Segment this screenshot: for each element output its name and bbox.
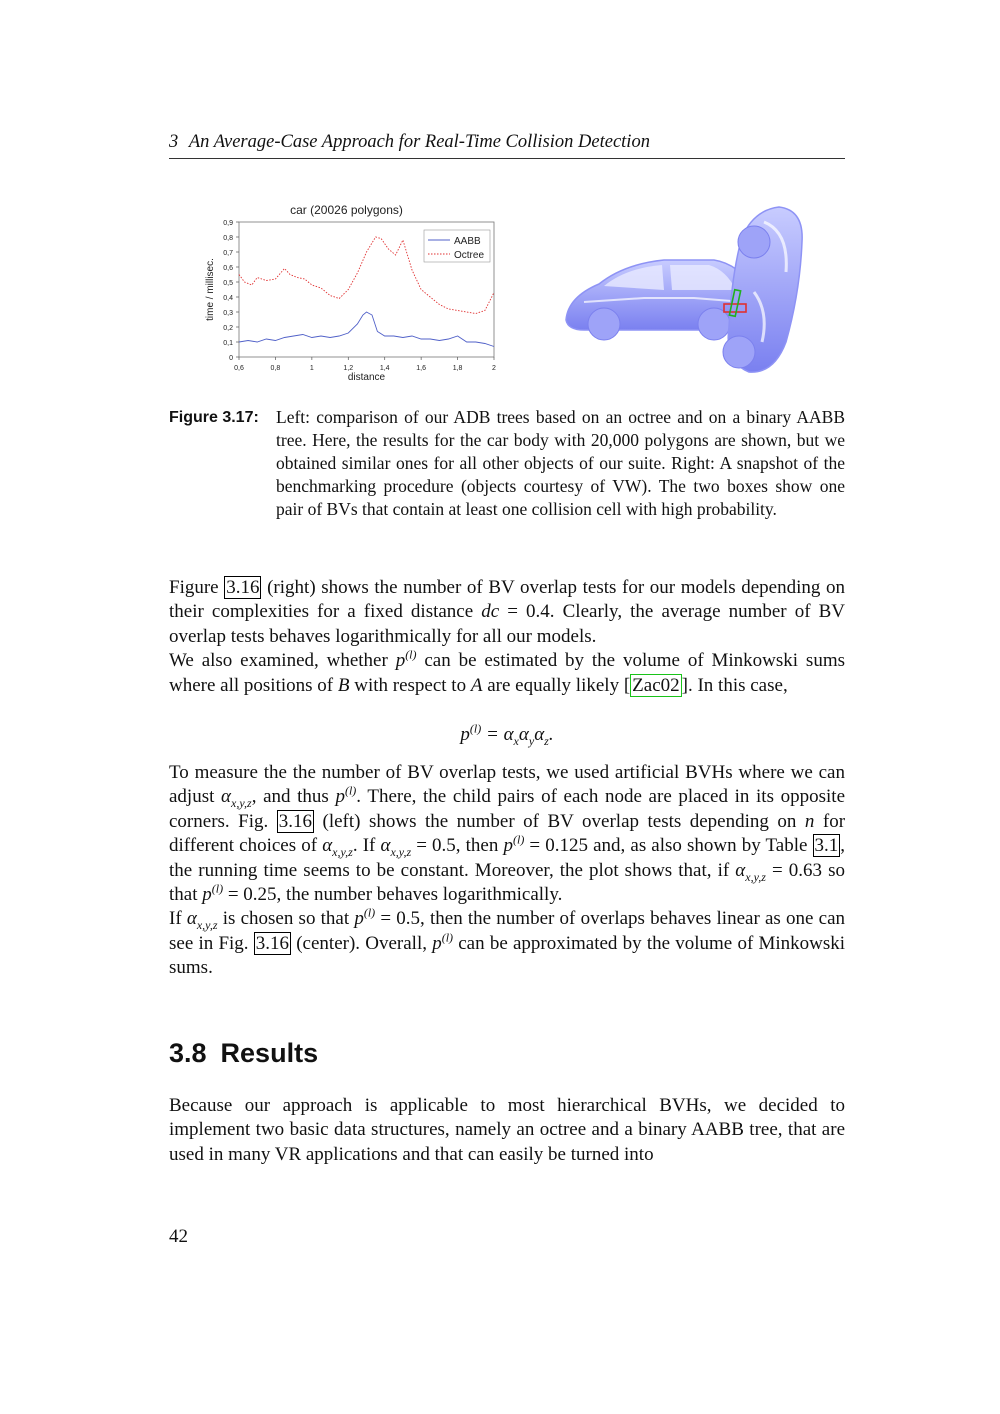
car-collision-illustration: [564, 202, 814, 387]
y-tick-label: 0: [229, 355, 233, 362]
section-title: Results: [220, 1038, 319, 1068]
figure-caption: [169, 406, 845, 521]
p-l-symbol: $p^{(l)}$: [395, 647, 417, 672]
caption-label: Figure 3.17:: [169, 409, 259, 426]
section-heading: [169, 1038, 318, 1069]
chapter-title: An Average-Case Approach for Real-Time Collision Detection: [188, 132, 650, 152]
y-tick-label: 0,5: [223, 280, 233, 287]
chapter-number: 3: [169, 132, 179, 152]
section-number: 3.8: [169, 1038, 207, 1068]
x-tick-label: 2: [492, 365, 496, 372]
y-tick-label: 0,7: [223, 250, 233, 257]
x-axis-label: distance: [347, 372, 386, 383]
x-tick-label: 1: [309, 365, 314, 372]
x-tick-label: 1,6: [416, 365, 427, 372]
x-tick-label: 1,2: [343, 365, 354, 372]
equation: $p^{(l)} = \alpha_x\alpha_y\alpha_z$.: [460, 721, 554, 748]
body-block-1: [169, 576, 845, 698]
ref-figure-3-16[interactable]: 3.16: [226, 577, 260, 598]
series-line-aabb: [239, 312, 494, 347]
x-tick-label: 1,4: [379, 365, 390, 372]
y-tick-label: 0,1: [223, 340, 233, 347]
y-tick-label: 0,3: [223, 310, 233, 317]
legend-label-aabb: AABB: [454, 236, 481, 247]
timing-chart: [199, 200, 499, 385]
body-block-2: [169, 761, 845, 981]
equation-rhs: = $\alpha_x\alpha_y\alpha_z$.: [485, 724, 554, 748]
ref-figure-3-16[interactable]: 3.16: [255, 932, 290, 954]
y-tick-label: 0,8: [223, 235, 233, 242]
x-tick-label: 0,6: [234, 365, 244, 372]
body-block-3: [169, 1094, 845, 1167]
figure-3-17: [169, 190, 845, 400]
y-axis-label: time / millisec.: [205, 258, 216, 321]
paragraph-4: If $\alpha_{x,y,z}$ is chosen so that $p^{(l)} = 0.5$, then the number of overlaps behaves linear as one can see in Fig. 3.16 (center). Overall, $p^{(l)}$ can be approximated by the volume of Minkowski sums.: [169, 906, 846, 979]
y-tick-label: 0,4: [223, 295, 233, 302]
paragraph-3: To measure the the number of BV overlap tests, we used artificial BVHs where we can adjust $\alpha_{x,y,z}$, and thus $p^{(l)}$. There, the child pairs of each node are placed in its opposite corners. Fig. 3.16 (left) shows the number of BV overlap tests depending on n for different choices of $\alpha_{x,y,z}$. If $\alpha_{x,y,z} = 0.5$, then $p^{(l)} = 0.125$ and, as also shown by Table 3.1 , the running time seems to be constant. Moreover, the plot shows that, if $\alpha_{x,y,z} = 0.63$ so that $p^{(l)} = 0.25$, the number behaves logarithmically.: [169, 762, 846, 906]
ref-figure-3-16[interactable]: 3.16: [278, 810, 312, 832]
running-header: [169, 132, 845, 159]
paragraph-2: We also examined, whether $p^{(l)}$ can be estimated by the volume of Minkowski sums where all positions of B with respect to A are equally likely [ Zac02 ]. In this case,: [169, 647, 845, 696]
legend-label-octree: Octree: [454, 250, 485, 261]
x-tick-label: 0,8: [270, 365, 281, 372]
y-tick-label: 0,9: [223, 220, 233, 227]
citation-zac02[interactable]: Zac02: [632, 674, 680, 696]
caption-text: Left: comparison of our ADB trees based on an octree and on a binary AABB tree. Here, the results for the car body with 20,000 polygons are shown, but we obtained similar ones for all other objects of our suite. Right: A snapshot of the benchmarking procedure (objects courtesy of VW). The two boxes show one pair of BVs that contain at least one collision cell with high probability.: [276, 407, 845, 519]
ref-table-3-1[interactable]: 3.1: [814, 835, 839, 857]
paragraph-5: Because our approach is applicable to most hierarchical BVHs, we decided to implement two basic data structures, namely an octree and a binary AABB tree, that are used in many VR applications and that can easily be turned into: [169, 1095, 845, 1165]
y-tick-label: 0,6: [223, 265, 233, 272]
y-tick-label: 0,2: [223, 325, 233, 332]
chart-title: car (20026 polygons): [290, 203, 403, 217]
paragraph-1: Figure 3.16 (right) shows the number of BV overlap tests for our models depending on their complexities for a fixed distance dc = 0.4. Clearly, the average number of BV overlap tests behaves logarithmically for all our models.: [169, 577, 845, 647]
x-tick-label: 1,8: [452, 365, 463, 372]
page-number: 42: [169, 1226, 188, 1247]
